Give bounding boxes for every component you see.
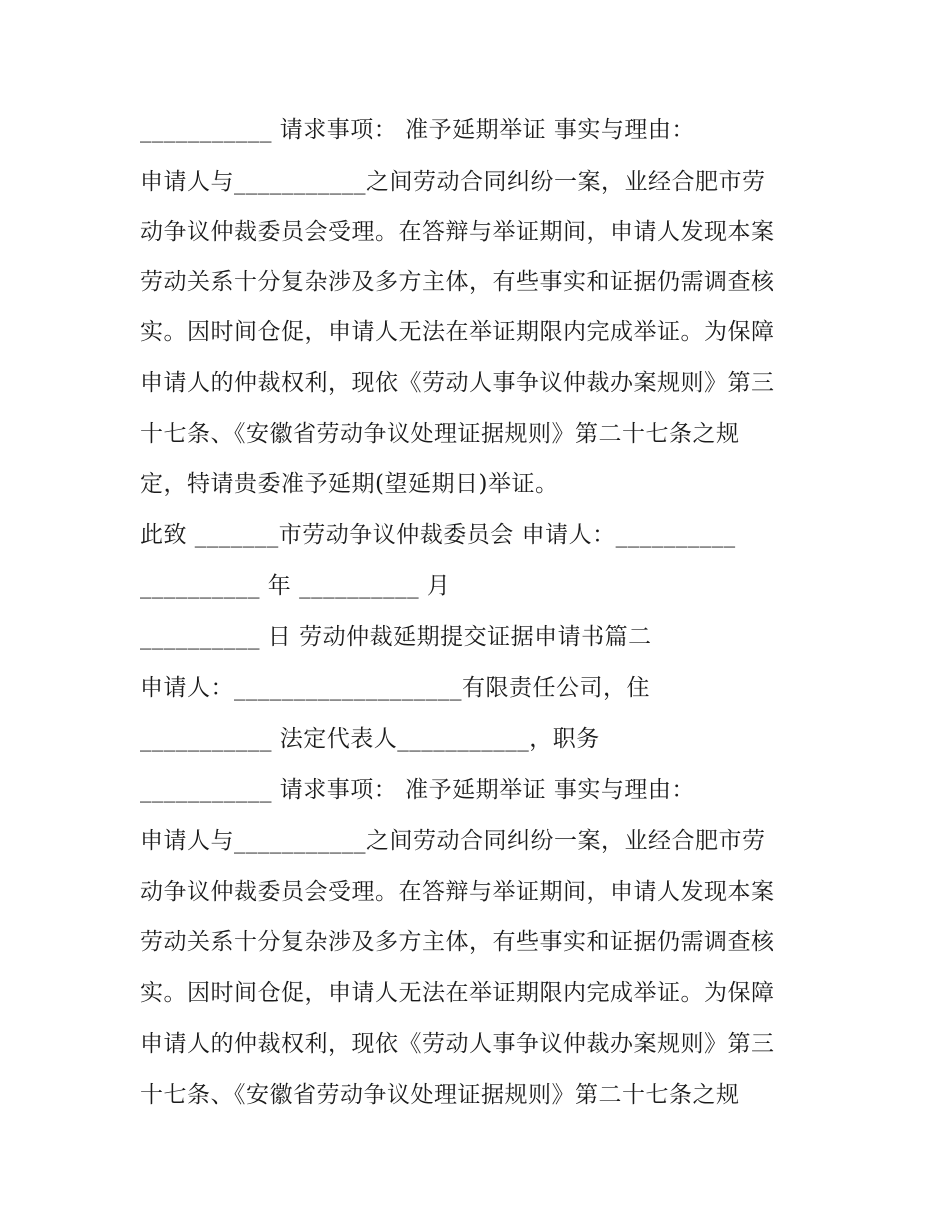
text-line: 申请人的仲裁权利，现依《劳动人事争议仲裁办案规则》第三 [140, 370, 775, 396]
text-line: 十七条、《安徽省劳动争议处理证据规则》第二十七条之规 [140, 421, 740, 447]
text-line: 定，特请贵委准予延期(望延期日)举证。 [140, 471, 559, 497]
text-line: 十七条、《安徽省劳动争议处理证据规则》第二十七条之规 [140, 1082, 740, 1108]
text-line: 动争议仲裁委员会受理。在答辩与举证期间，申请人发现本案 [140, 219, 775, 245]
text-line: 实。因时间仓促，申请人无法在举证期限内完成举证。为保障 [140, 980, 775, 1006]
text-line: 申请人的仲裁权利，现依《劳动人事争议仲裁办案规则》第三 [140, 1031, 775, 1057]
text-line: __________ 年 __________ 月 [140, 573, 451, 599]
text-line: ___________ 法定代表人___________，职务 [140, 726, 600, 752]
text-line: ___________ 请求事项： 准予延期举证 事实与理由： [140, 777, 695, 803]
text-line: 实。因时间仓促，申请人无法在举证期限内完成举证。为保障 [140, 319, 775, 345]
text-line: 申请人与___________之间劳动合同纠纷一案，业经合肥市劳 [140, 828, 766, 854]
text-line: ___________ 请求事项： 准予延期举证 事实与理由： [140, 117, 695, 143]
text-line: 申请人与___________之间劳动合同纠纷一案，业经合肥市劳 [140, 169, 766, 195]
text-line: __________ 日 劳动仲裁延期提交证据申请书篇二 [140, 624, 652, 650]
text-line: 劳动关系十分复杂涉及多方主体，有些事实和证据仍需调查核 [140, 929, 775, 955]
text-line: 此致 _______市劳动争议仲裁委员会 申请人：__________ [140, 522, 736, 548]
text-line: 动争议仲裁委员会受理。在答辩与举证期间，申请人发现本案 [140, 879, 775, 905]
text-line: 申请人：___________________有限责任公司，住 [140, 675, 650, 701]
text-line: 劳动关系十分复杂涉及多方主体，有些事实和证据仍需调查核 [140, 269, 775, 295]
